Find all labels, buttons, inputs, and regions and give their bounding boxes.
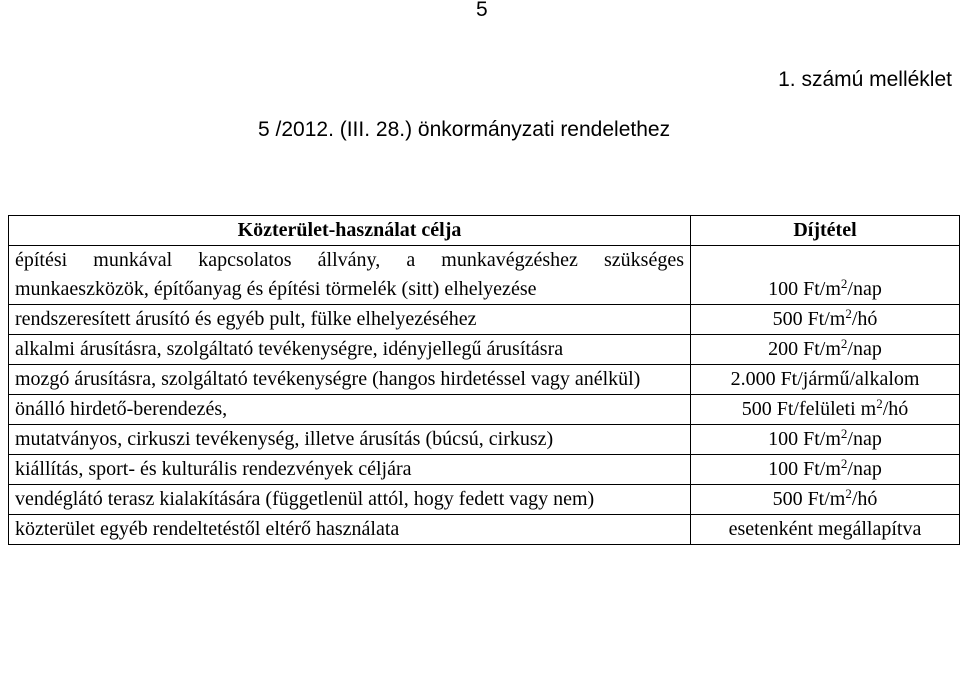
fee-exponent: 2 <box>840 276 848 291</box>
fee-cell <box>691 335 960 365</box>
fee-period: /hó <box>882 398 909 420</box>
purpose-cell: önálló hirdető-berendezés, <box>9 395 691 425</box>
purpose-cell: építési munkával kapcsolatos állvány, a munkavégzéshez szükséges munkaeszközök, építőanyag és építési törmelék (sitt) elhelyezése <box>9 246 691 305</box>
fee-amount: 500 Ft/m <box>772 488 846 510</box>
fee-table <box>8 215 960 545</box>
purpose-cell: mutatványos, cirkuszi tevékenység, illetve árusítás (búcsú, cirkusz) <box>9 425 691 455</box>
table-row <box>9 425 960 455</box>
fee-amount: esetenként megállapítva <box>728 518 922 540</box>
table-header-row <box>9 216 960 246</box>
header-purpose: Közterület-használat célja <box>9 216 691 246</box>
fee-amount: 100 Ft/m <box>768 278 841 300</box>
purpose-cell: vendéglátó terasz kialakítására (függetlenül attól, hogy fedett vagy nem) <box>9 485 691 515</box>
table-row <box>9 365 960 395</box>
fee-amount: 100 Ft/m <box>768 428 841 450</box>
fee-period: /hó <box>851 308 878 330</box>
table-row <box>9 515 960 545</box>
fee-amount: 200 Ft/m <box>768 338 841 360</box>
fee-amount: 500 Ft/m <box>772 308 846 330</box>
fee-exponent: 2 <box>840 426 848 441</box>
table-row <box>9 485 960 515</box>
fee-cell <box>691 246 960 305</box>
fee-period: /nap <box>847 278 882 300</box>
fee-cell <box>691 425 960 455</box>
table-row <box>9 395 960 425</box>
fee-cell <box>691 455 960 485</box>
purpose-cell: közterület egyéb rendeltetéstől eltérő használata <box>9 515 691 545</box>
fee-cell <box>691 305 960 335</box>
decree-reference: 5 /2012. (III. 28.) önkormányzati rendelethez <box>258 118 671 141</box>
fee-cell <box>691 515 960 545</box>
fee-exponent: 2 <box>840 336 848 351</box>
purpose-cell: rendszeresített árusító és egyéb pult, fülke elhelyezéséhez <box>9 305 691 335</box>
fee-period: /hó <box>851 488 878 510</box>
fee-cell <box>691 365 960 395</box>
fee-exponent: 2 <box>840 456 848 471</box>
table-row <box>9 246 960 305</box>
fee-amount: 100 Ft/m <box>768 458 841 480</box>
fee-period: /nap <box>847 458 882 480</box>
fee-period: /nap <box>847 338 882 360</box>
purpose-cell: alkalmi árusításra, szolgáltató tevékenységre, idényjellegű árusításra <box>9 335 691 365</box>
fee-cell <box>691 485 960 515</box>
fee-exponent: 2 <box>845 306 852 321</box>
purpose-cell: kiállítás, sport- és kulturális rendezvények céljára <box>9 455 691 485</box>
header-fee: Díjtétel <box>691 216 960 246</box>
purpose-cell: mozgó árusításra, szolgáltató tevékenységre (hangos hirdetéssel vagy anélkül) <box>9 365 691 395</box>
fee-amount: 2.000 Ft/jármű/alkalom <box>730 368 920 390</box>
fee-exponent: 2 <box>845 486 852 501</box>
table-row <box>9 335 960 365</box>
table-row <box>9 305 960 335</box>
fee-amount: 500 Ft/felületi m <box>741 398 877 420</box>
fee-period: /nap <box>847 428 882 450</box>
annex-label: 1. számú melléklet <box>778 68 952 91</box>
page-number: 5 <box>476 0 488 21</box>
fee-exponent: 2 <box>876 396 883 411</box>
fee-cell <box>691 395 960 425</box>
table-row <box>9 455 960 485</box>
